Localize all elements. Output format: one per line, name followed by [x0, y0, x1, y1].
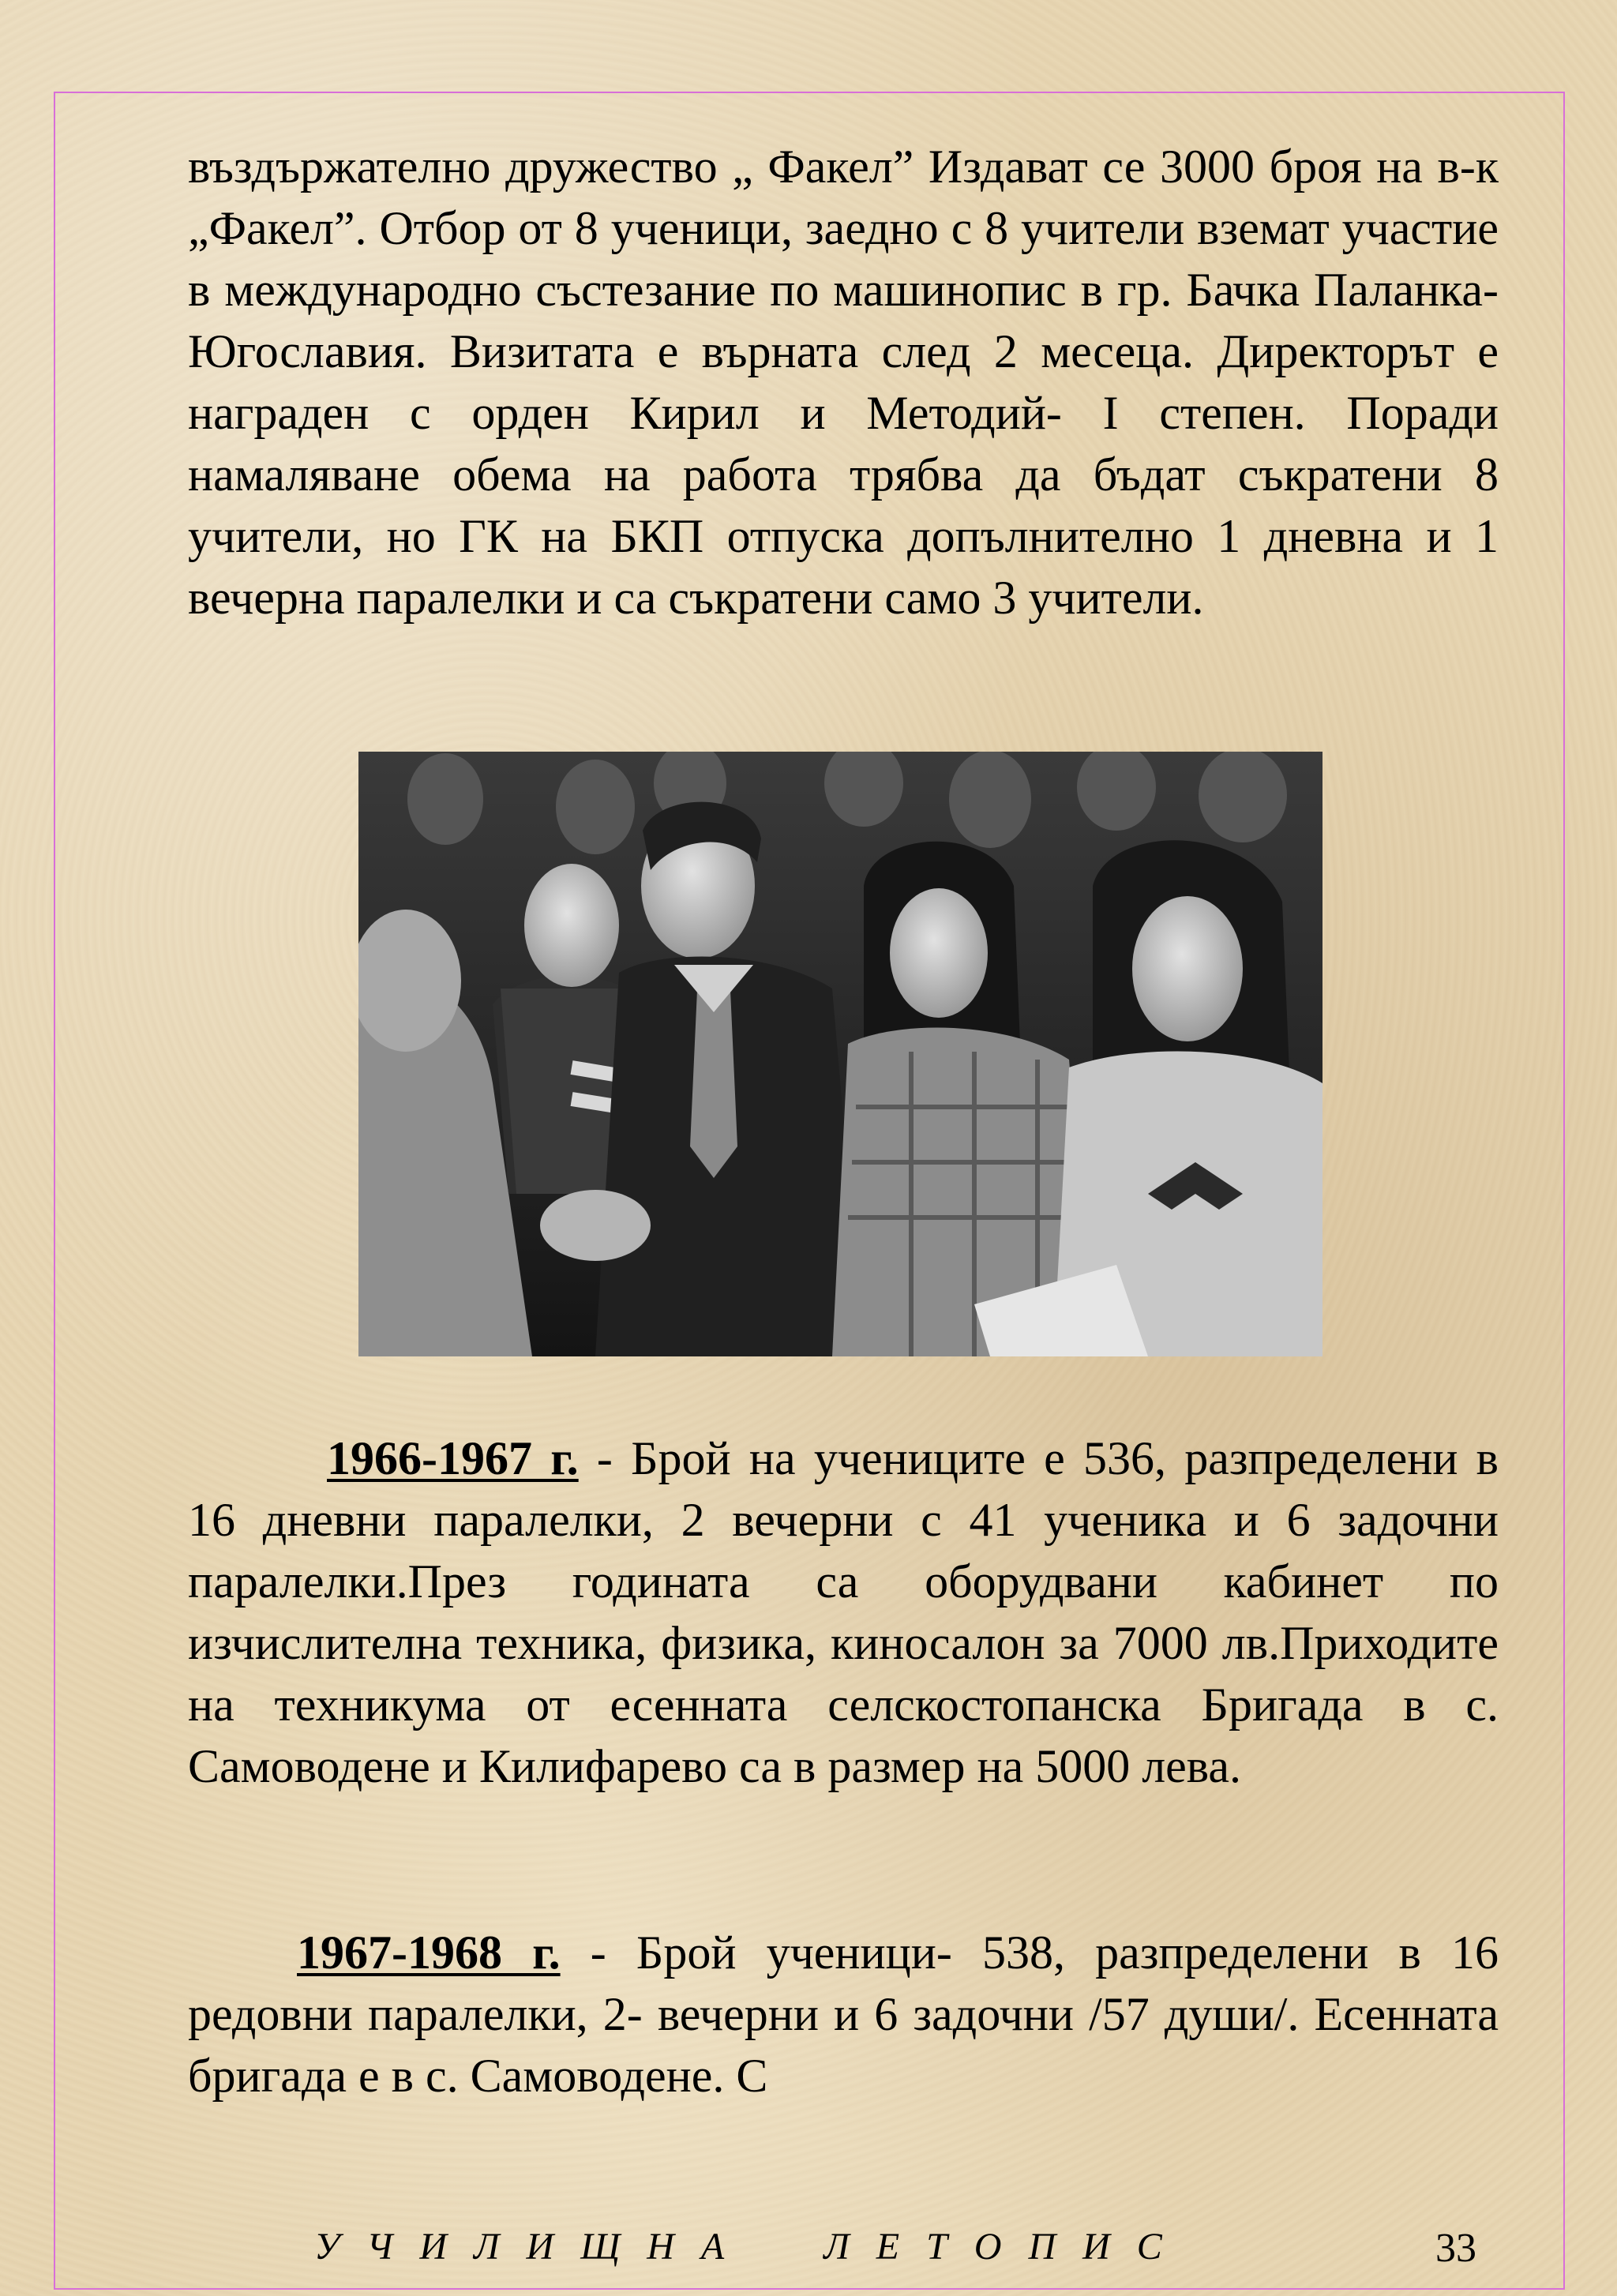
audience-photo: [358, 752, 1322, 1356]
audience-photo-drawing: [358, 752, 1322, 1356]
paragraph-2: [188, 1427, 1499, 1797]
paragraph-2-text: - Брой на учениците е 536, разпределени в 16 дневни паралелки, 2 вечерни с 41 ученика и 6 задочни паралелки.През годината са оборудвани кабинет по изчислителна техника, физика, киносалон за 7000 лв.Приходите на техникума от есенната селскостопанска Бригада в с. Самоводене и Килифарево са в размер на 5000 лева.: [188, 1432, 1499, 1792]
footer-title: УЧИЛИЩНА ЛЕТОПИС: [314, 2226, 1189, 2268]
paragraph-3: [188, 1922, 1499, 2107]
young-woman-face: [1132, 896, 1243, 1041]
paragraph-1-text: въздържателно дружество „ Факел” Издават се 3000 броя на в-к „Факел”. Отбор от 8 ученици, заедно с 8 учители вземат участие в международно състезание по машинопис в гр. Бачка Паланка- Югославия. Визитата е върната след 2 месеца. Директорът е награден с орден Кирил и Методий- I степен. Поради намаляване обема на работа трябва да бъдат съкратени 8 учители, но ГК на БКП отпуска допълнително 1 дневна и 1 вечерна паралелки и са съкратени само 3 учители.: [188, 141, 1499, 624]
paragraph-3-text: - Брой ученици- 538, разпределени в 16 редовни паралелки, 2- вечерни и 6 задочни /57 души/. Есенната бригада е в с. Самоводене. С: [188, 1926, 1499, 2102]
page-footer: [0, 2225, 1617, 2280]
page-number: 33: [1435, 2226, 1476, 2271]
year-1966-1967: 1966-1967 г.: [327, 1432, 579, 1484]
laughing-woman-face: [524, 864, 619, 987]
girl-face: [890, 888, 988, 1018]
year-1967-1968: 1967-1968 г.: [297, 1926, 561, 1979]
paragraph-1: [188, 136, 1499, 628]
man-hands: [540, 1190, 651, 1261]
